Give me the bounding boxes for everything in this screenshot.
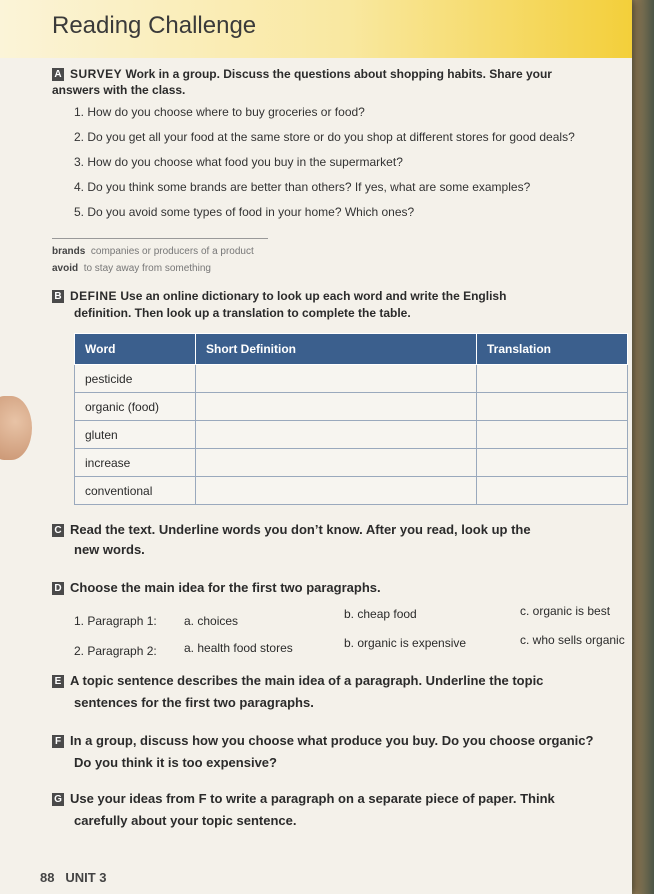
paragraph-2-option-c[interactable]: c. who sells organic xyxy=(520,633,625,647)
unit-label: UNIT 3 xyxy=(65,870,107,885)
section-d-text: Choose the main idea for the first two paragraphs. xyxy=(70,580,381,595)
table-cell-translation[interactable] xyxy=(477,393,628,421)
section-c-text-cont: new words. xyxy=(74,542,145,557)
finger-photo xyxy=(0,396,32,460)
paragraph-1-label: 1. Paragraph 1: xyxy=(74,614,157,628)
table-header-translation: Translation xyxy=(477,334,628,365)
paragraph-1-option-a[interactable]: a. choices xyxy=(184,614,239,628)
glossary-term: brands xyxy=(52,246,86,257)
section-g-text: Use your ideas from F to write a paragraph on a separate piece of paper. Think xyxy=(70,791,555,806)
page-number: 88 xyxy=(40,870,55,885)
table-row xyxy=(75,477,628,505)
table-cell-definition[interactable] xyxy=(196,365,477,393)
section-a-instruction xyxy=(52,66,612,98)
table-cell-definition[interactable] xyxy=(196,449,477,477)
table-cell-translation[interactable] xyxy=(477,449,628,477)
paragraph-2-label: 2. Paragraph 2: xyxy=(74,644,157,658)
section-b-instruction xyxy=(52,288,612,322)
glossary-term: avoid xyxy=(52,263,79,274)
section-b-letter: B xyxy=(52,290,64,303)
section-f-text: In a group, discuss how you choose what produce you buy. Do you choose organic? xyxy=(70,733,594,748)
table-cell-word: pesticide xyxy=(75,365,196,393)
section-e-letter: E xyxy=(52,675,64,688)
section-c-letter: C xyxy=(52,524,64,537)
table-cell-definition[interactable] xyxy=(196,393,477,421)
table-row xyxy=(75,365,628,393)
table-header-row xyxy=(75,334,628,365)
section-g xyxy=(52,788,555,832)
glossary-item xyxy=(52,263,211,274)
question-3: 3. How do you choose what food you buy in the supermarket? xyxy=(74,155,403,169)
table-cell-translation[interactable] xyxy=(477,421,628,449)
section-f xyxy=(52,730,593,774)
section-f-text-cont: Do you think it is too expensive? xyxy=(74,755,277,770)
section-a-letter: A xyxy=(52,68,64,81)
question-5: 5. Do you avoid some types of food in your home? Which ones? xyxy=(74,205,415,219)
table-row xyxy=(75,421,628,449)
section-e-text-cont: sentences for the first two paragraphs. xyxy=(74,695,314,710)
table-cell-word: conventional xyxy=(75,477,196,505)
section-g-letter: G xyxy=(52,793,64,806)
question-4: 4. Do you think some brands are better than others? If yes, what are some examples? xyxy=(74,180,531,194)
section-b-keyword: DEFINE xyxy=(70,289,118,303)
table-header-word: Word xyxy=(75,334,196,365)
table-row xyxy=(75,393,628,421)
question-2: 2. Do you get all your food at the same store or do you shop at different stores for good deals? xyxy=(74,130,575,144)
section-d xyxy=(52,580,381,595)
table-row xyxy=(75,449,628,477)
section-a-text: Work in a group. Discuss the questions about shopping habits. Share your xyxy=(125,67,552,81)
title-banner xyxy=(0,0,632,58)
glossary-item xyxy=(52,246,254,257)
page-title: Reading Challenge xyxy=(52,12,257,39)
glossary-definition: to stay away from something xyxy=(83,263,211,274)
question-1: 1. How do you choose where to buy groceries or food? xyxy=(74,105,365,119)
table-header-definition: Short Definition xyxy=(196,334,477,365)
page-footer xyxy=(40,870,106,885)
section-e xyxy=(52,670,543,714)
paragraph-2-option-b[interactable]: b. organic is expensive xyxy=(344,636,467,650)
section-b-text: Use an online dictionary to look up each word and write the English xyxy=(120,289,507,303)
section-d-letter: D xyxy=(52,582,64,595)
table-cell-word: increase xyxy=(75,449,196,477)
table-cell-translation[interactable] xyxy=(477,365,628,393)
table-cell-word: organic (food) xyxy=(75,393,196,421)
glossary-divider xyxy=(52,238,268,239)
glossary-definition: companies or producers of a product xyxy=(90,246,254,257)
section-c-text: Read the text. Underline words you don’t know. After you read, look up the xyxy=(70,522,531,537)
definition-table xyxy=(74,333,628,505)
section-e-text: A topic sentence describes the main idea of a paragraph. Underline the topic xyxy=(70,673,544,688)
paragraph-1-option-c[interactable]: c. organic is best xyxy=(520,604,611,618)
table-cell-definition[interactable] xyxy=(196,477,477,505)
section-b-text-cont: definition. Then look up a translation to complete the table. xyxy=(74,306,411,320)
table-cell-translation[interactable] xyxy=(477,477,628,505)
section-a-keyword: SURVEY xyxy=(70,67,123,81)
section-c xyxy=(52,520,531,560)
section-g-text-cont: carefully about your topic sentence. xyxy=(74,813,297,828)
paragraph-2-option-a[interactable]: a. health food stores xyxy=(184,641,293,655)
section-f-letter: F xyxy=(52,735,64,748)
paragraph-1-option-b[interactable]: b. cheap food xyxy=(344,607,417,621)
table-cell-definition[interactable] xyxy=(196,421,477,449)
table-cell-word: gluten xyxy=(75,421,196,449)
section-a-text-cont: answers with the class. xyxy=(52,83,186,97)
